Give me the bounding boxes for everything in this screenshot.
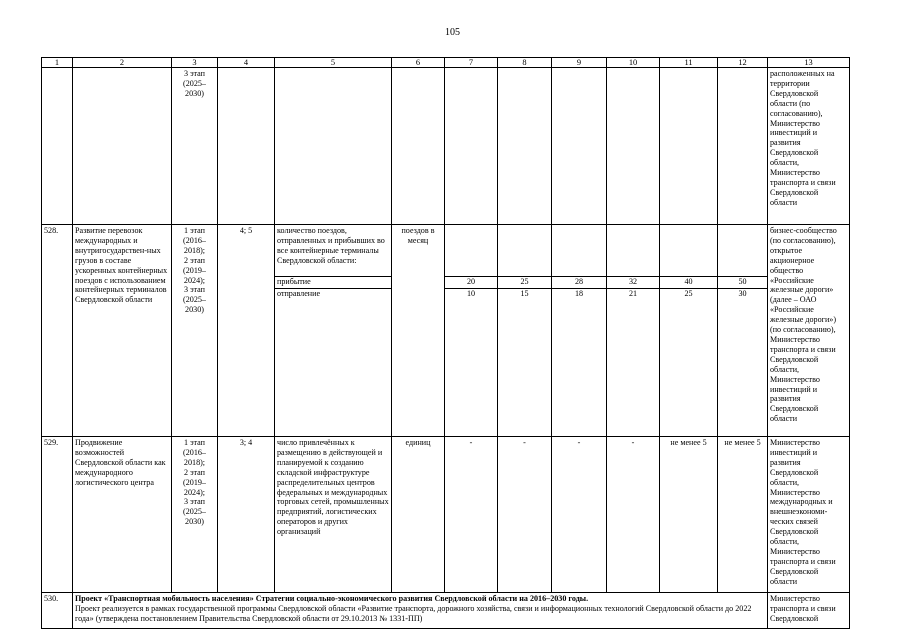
value-arrival: 28 bbox=[552, 276, 606, 288]
value-arrival: 32 bbox=[607, 276, 659, 288]
measure-title bbox=[73, 68, 172, 225]
indicator-sub-departure: отправление bbox=[275, 288, 391, 300]
column-number-row bbox=[42, 58, 850, 68]
header-cell: 3 bbox=[172, 58, 218, 68]
value-cell bbox=[718, 225, 768, 437]
value-departure: 18 bbox=[552, 288, 606, 300]
indicator-cell bbox=[275, 225, 392, 437]
value-cell bbox=[498, 225, 552, 437]
header-cell: 7 bbox=[445, 58, 498, 68]
table-row-continuation bbox=[42, 68, 850, 225]
value-cell bbox=[607, 225, 660, 437]
value-arrival: 50 bbox=[718, 276, 767, 288]
value-cell: не менее 5 bbox=[660, 437, 718, 593]
indicator-cell bbox=[275, 68, 392, 225]
value-cell: не менее 5 bbox=[718, 437, 768, 593]
value-cell bbox=[445, 68, 498, 225]
value-departure: 21 bbox=[607, 288, 659, 300]
row-number bbox=[42, 68, 73, 225]
project-cell bbox=[73, 593, 768, 629]
value-cell: - bbox=[552, 437, 607, 593]
value-arrival: 20 bbox=[445, 276, 497, 288]
table-row-530 bbox=[42, 593, 850, 629]
value-arrival: 25 bbox=[498, 276, 551, 288]
table-row-529 bbox=[42, 437, 850, 593]
unit-cell: единиц bbox=[392, 437, 445, 593]
page-number: 105 bbox=[445, 27, 460, 38]
value-cell bbox=[552, 225, 607, 437]
header-cell: 5 bbox=[275, 58, 392, 68]
stage-cell: 1 этап (2016– 2018); 2 этап (2019– 2024); 3 этап (2025– 2030) bbox=[172, 225, 218, 437]
project-title: Проект «Транспортная мобильность населения» Стратегии социально-экономического развития Свердловской области на 2016–2030 годы. bbox=[75, 594, 589, 603]
value-departure: 15 bbox=[498, 288, 551, 300]
executors-cell: Министерство транспорта и связи Свердловской bbox=[768, 593, 850, 629]
measures-table bbox=[41, 57, 850, 629]
tasks-cell bbox=[218, 68, 275, 225]
header-cell: 6 bbox=[392, 58, 445, 68]
header-cell: 4 bbox=[218, 58, 275, 68]
value-cell: - bbox=[607, 437, 660, 593]
header-cell: 13 bbox=[768, 58, 850, 68]
value-arrival: 40 bbox=[660, 276, 717, 288]
header-cell: 8 bbox=[498, 58, 552, 68]
header-cell: 2 bbox=[73, 58, 172, 68]
stage-cell: 3 этап (2025– 2030) bbox=[172, 68, 218, 225]
table-row-528 bbox=[42, 225, 850, 437]
value-cell: - bbox=[498, 437, 552, 593]
header-cell: 11 bbox=[660, 58, 718, 68]
value-cell bbox=[718, 68, 768, 225]
executors-cell: расположенных на территории Свердловской области (по согласованию), Министерство инвестиций и развития Свердловской области, Министерство транспорта и связи Свердловской области bbox=[768, 68, 850, 225]
value-departure: 10 bbox=[445, 288, 497, 300]
header-cell: 10 bbox=[607, 58, 660, 68]
measure-title: Развитие перевозок международных и внутригосударствен-ных грузов в составе ускоренных контейнерных поездов с использованием контейнерных терминалов Свердловской области bbox=[73, 225, 172, 437]
unit-cell bbox=[392, 68, 445, 225]
value-cell: - bbox=[445, 437, 498, 593]
value-cell bbox=[660, 225, 718, 437]
tasks-cell: 3; 4 bbox=[218, 437, 275, 593]
value-cell bbox=[498, 68, 552, 225]
tasks-cell: 4; 5 bbox=[218, 225, 275, 437]
indicator-sub-arrival: прибытие bbox=[275, 276, 391, 288]
value-cell bbox=[552, 68, 607, 225]
value-departure: 30 bbox=[718, 288, 767, 300]
row-number: 528. bbox=[42, 225, 73, 437]
value-departure: 25 bbox=[660, 288, 717, 300]
project-description: Проект реализуется в рамках государственной программы Свердловской области «Развитие транспорта, дорожного хозяйства, связи и информационных технологий Свердловской области до 2022 года» (утверждена постановлением Правительства Свердловской области от 29.10.2013 № 1331-ПП) bbox=[75, 603, 752, 623]
stage-cell: 1 этап (2016– 2018); 2 этап (2019– 2024); 3 этап (2025– 2030) bbox=[172, 437, 218, 593]
value-cell bbox=[607, 68, 660, 225]
row-number: 529. bbox=[42, 437, 73, 593]
header-cell: 9 bbox=[552, 58, 607, 68]
header-cell: 1 bbox=[42, 58, 73, 68]
value-cell bbox=[660, 68, 718, 225]
measure-title: Продвижение возможностей Свердловской области как международного логистического центра bbox=[73, 437, 172, 593]
executors-cell: бизнес-сообщество (по согласованию), открытое акционерное общество «Российские железные дороги» (далее – ОАО «Российские железные дороги») (по согласованию), Министерство транспорта и связи Свердловской области, Министерство инвестиций и развития Свердловской области bbox=[768, 225, 850, 437]
row-number: 530. bbox=[42, 593, 73, 629]
indicator-text: количество поездов, отправленных и прибывших во все контейнерные терминалы Свердловской области: bbox=[277, 226, 385, 265]
indicator-cell: число привлечённых к размещению в действующей и планируемой к созданию складской инфраструктуре распределительных центров федеральных и международных торговых сетей, промышленных предприятий, логистических операторов и других организаций bbox=[275, 437, 392, 593]
unit-cell: поездов в месяц bbox=[392, 225, 445, 437]
header-cell: 12 bbox=[718, 58, 768, 68]
value-cell bbox=[445, 225, 498, 437]
executors-cell: Министерство инвестиций и развития Свердловской области, Министерство международных и внешнеэкономи-ческих связей Свердловской области, Министерство транспорта и связи Свердловской области bbox=[768, 437, 850, 593]
